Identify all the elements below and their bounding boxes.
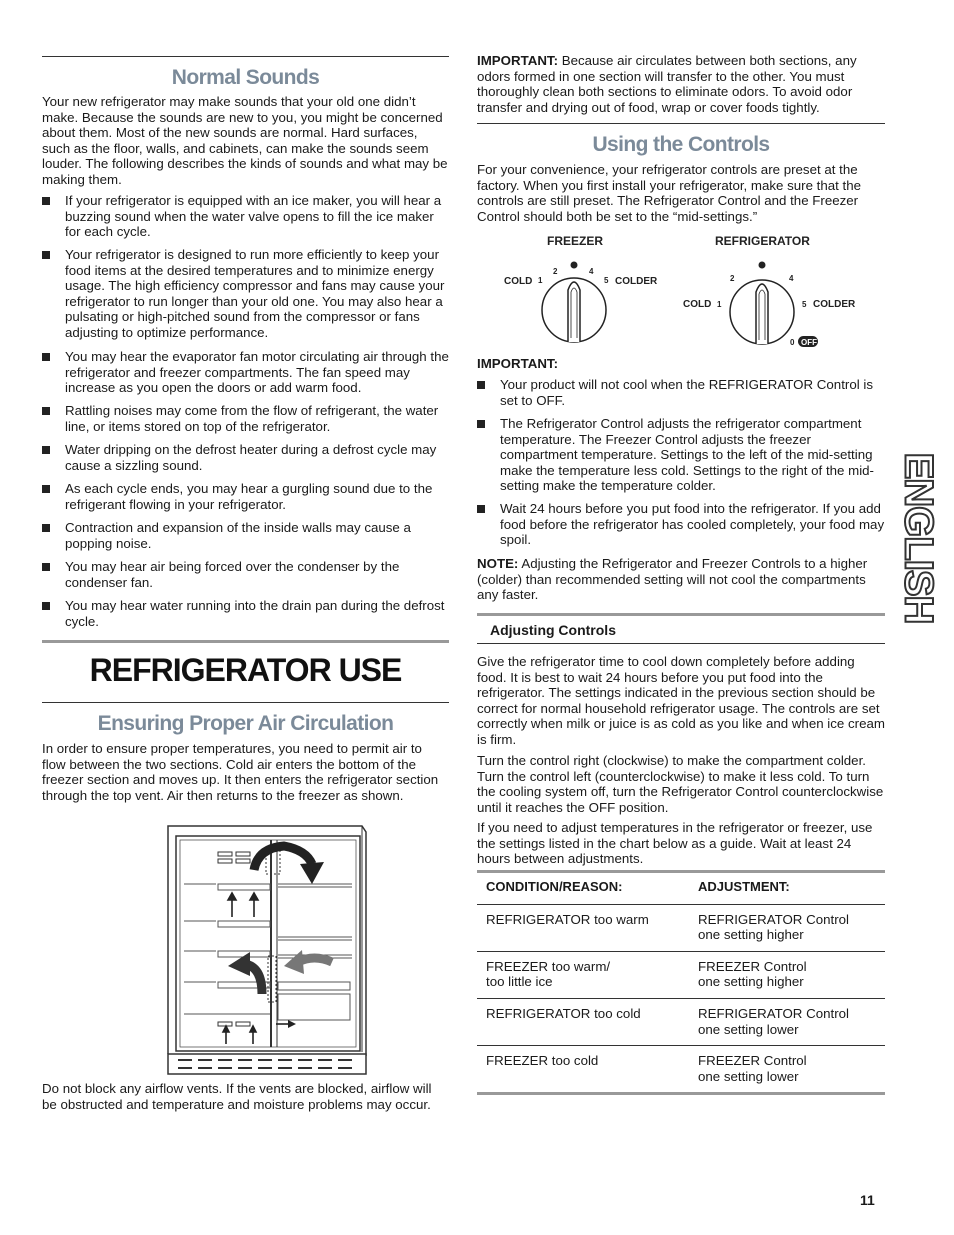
svg-text:2: 2 <box>730 274 735 283</box>
air-circulation-heading: Ensuring Proper Air Circulation <box>97 712 394 735</box>
adjustment-table <box>477 870 885 1095</box>
bullet-square-icon <box>477 420 485 428</box>
condition-cell: REFRIGERATOR too cold <box>477 998 689 1045</box>
bullet-square-icon <box>477 505 485 513</box>
table-row <box>477 998 885 1045</box>
section-rule <box>477 613 885 616</box>
freezer-cold-label: COLD <box>504 276 533 287</box>
section-rule <box>42 702 449 703</box>
important-controls-label: IMPORTANT: <box>477 356 559 371</box>
bullet-square-icon <box>477 381 485 389</box>
bullet-square-icon <box>42 251 50 259</box>
refrigerator-cold-label: COLD <box>683 299 712 310</box>
bullet-square-icon <box>42 407 50 415</box>
svg-text:5: 5 <box>802 300 807 309</box>
refrigerator-use-heading: REFRIGERATOR USE <box>89 652 402 688</box>
using-controls-heading: Using the Controls <box>592 133 770 156</box>
bullet-square-icon <box>42 353 50 361</box>
bullet-square-icon <box>42 602 50 610</box>
condition-cell: FREEZER too warm/ too little ice <box>477 951 689 998</box>
bullet-square-icon <box>42 197 50 205</box>
control-dials-image <box>497 230 867 350</box>
svg-text:0: 0 <box>790 338 795 347</box>
bullet-square-icon <box>42 524 50 532</box>
svg-text:1: 1 <box>717 300 722 309</box>
bullet-square-icon <box>42 446 50 454</box>
note-paragraph: NOTE: Adjusting the Refrigerator and Freezer Controls to a higher (colder) than recommended setting will not cool the compartments any faster. <box>477 556 868 603</box>
table-row <box>477 1046 885 1094</box>
adjusting-controls-heading: Adjusting Controls <box>490 622 616 638</box>
freezer-colder-label: COLDER <box>615 276 658 287</box>
airflow-diagram-image <box>166 824 368 1076</box>
off-badge: OFF <box>801 338 817 347</box>
table-row <box>477 951 885 998</box>
adjusting-paragraph-3: If you need to adjust temperatures in the refrigerator or freezer, use the settings listed in the chart below as a guide. Wait at least 24 hours between adjustments. <box>477 820 873 867</box>
using-controls-intro: For your convenience, your refrigerator controls are preset at the factory. When you first install your refrigerator, make sure that the controls are still preset. The Refrigerator Control and the Freezer Control should both be set to the “mid-settings.” <box>477 162 862 224</box>
section-rule <box>477 643 885 644</box>
top-rule <box>42 56 449 57</box>
column-header-condition: CONDITION/REASON: <box>477 872 689 905</box>
important-odors-paragraph: IMPORTANT: Because air circulates between both sections, any odors formed in one section will transfer to the other. You must thoroughly clean both sections to eliminate odors. To avoid odor transfer and drying out of food, wrap or cover foods tightly. <box>477 53 857 115</box>
table-header-row <box>477 872 885 905</box>
page-number: 11 <box>860 1192 875 1208</box>
note-label: NOTE: <box>477 556 519 571</box>
column-header-adjustment: ADJUSTMENT: <box>689 872 885 905</box>
air-circulation-after: Do not block any airflow vents. If the vents are blocked, airflow will be obstructed and temperature and moisture problems may occur. <box>42 1081 432 1112</box>
bullet-square-icon <box>42 563 50 571</box>
section-rule <box>42 640 449 643</box>
english-side-tab: ENGLISH <box>896 452 941 623</box>
svg-text:2: 2 <box>553 267 558 276</box>
adjustment-cell: FREEZER Control one setting higher <box>689 951 885 998</box>
adjustment-cell: REFRIGERATOR Control one setting higher <box>689 904 885 951</box>
adjustment-cell: REFRIGERATOR Control one setting lower <box>689 998 885 1045</box>
adjusting-paragraph-2: Turn the control right (clockwise) to make the compartment colder. Turn the control left (counterclockwise) to make it less cold. To turn the cooling system off, turn the Refrigerator Control counterclockwise until it reaches the OFF position. <box>477 753 884 815</box>
adjustment-cell: FREEZER Control one setting lower <box>689 1046 885 1094</box>
air-circulation-intro: In order to ensure proper temperatures, you need to permit air to flow between the two sections. Cold air enters the bottom of the freezer section and moves up. It then enters the refrigerator section through the top vent. Air then returns to the freezer as shown. <box>42 741 439 803</box>
svg-text:1: 1 <box>538 276 543 285</box>
adjustment-table-body <box>477 904 885 1094</box>
bullet-square-icon <box>42 485 50 493</box>
svg-text:5: 5 <box>604 276 609 285</box>
condition-cell: FREEZER too cold <box>477 1046 689 1094</box>
svg-text:4: 4 <box>589 267 594 276</box>
condition-cell: REFRIGERATOR too warm <box>477 904 689 951</box>
refrigerator-colder-label: COLDER <box>813 299 856 310</box>
important-label: IMPORTANT: <box>477 53 559 68</box>
section-rule <box>477 123 885 124</box>
refrigerator-dial-title: REFRIGERATOR <box>715 234 810 248</box>
adjusting-paragraph-1: Give the refrigerator time to cool down completely before adding food. It is best to wait 24 hours before you put food into the refrigerator. The settings indicated in the previous section should be correct for normal household refrigerator usage. The controls are set correctly when milk or juice is as cold as you like and when ice cream is firm. <box>477 654 885 747</box>
table-row <box>477 904 885 951</box>
freezer-dial-title: FREEZER <box>547 234 604 248</box>
normal-sounds-intro: Your new refrigerator may make sounds that your old one didn’t make. Because the sounds are new to you, you might be concerned about them. Most of the new sounds are normal. Hard surfaces, such as the floor, walls, and cabinets, can make the sounds seem louder. The following describes the kinds of sounds and what may be making them. <box>42 94 448 187</box>
svg-text:4: 4 <box>789 274 794 283</box>
normal-sounds-heading: Normal Sounds <box>171 66 320 89</box>
